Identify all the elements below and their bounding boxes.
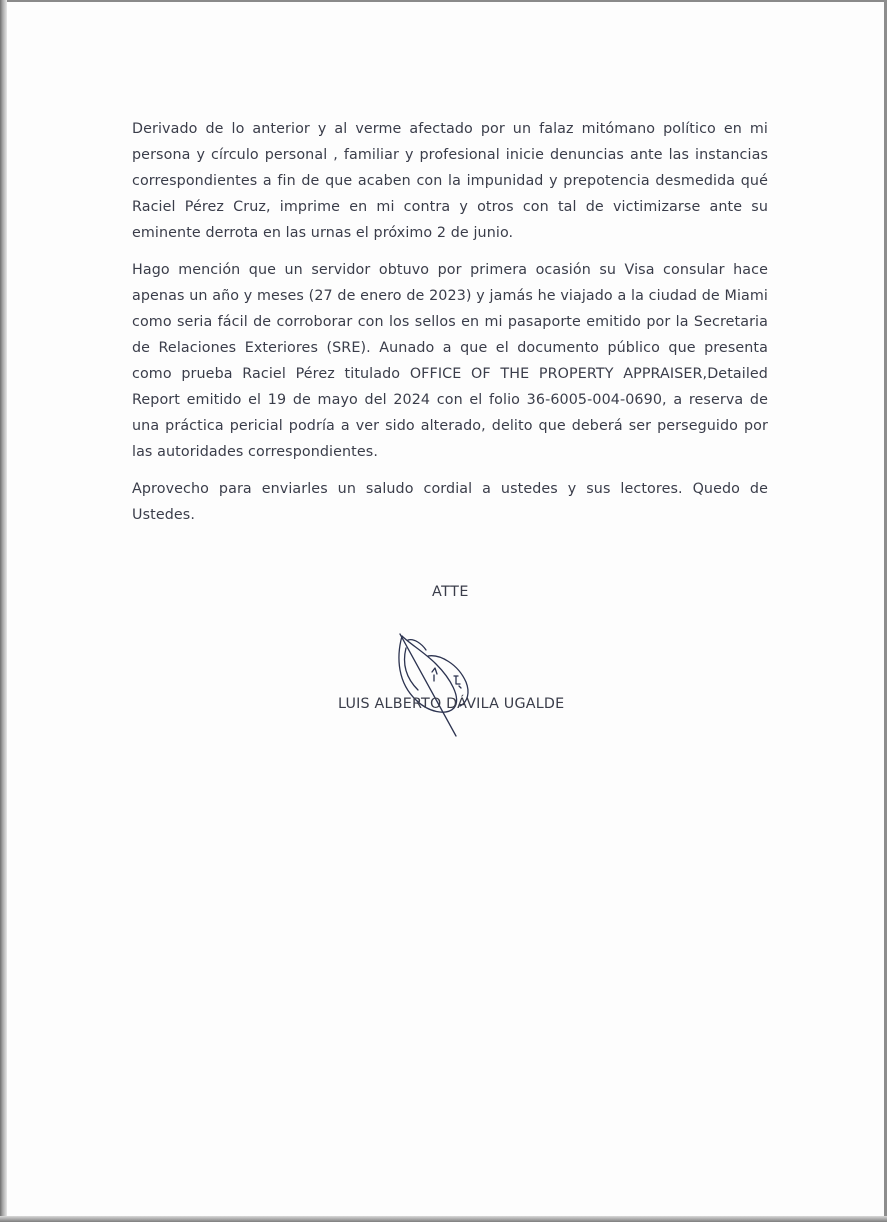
paragraph-visa: Hago mención que un servidor obtuvo por primera ocasión su Visa consular hace apenas un año y meses (27 de enero de 2023) y jamás he viajado a la ciudad de Miami como seria fácil de corroborar con los sellos en mi pasaporte emitido por la Secretaria de Relaciones Exteriores (SRE). Aunado a que el documento público que presenta como prueba Raciel Pérez titulado OFFICE OF THE PROPERTY APPRAISER,Detailed Report emitido el 19 de mayo del 2024 con el folio 36-6005-004-0690, a reserva de una práctica pericial podría a ver sido alterado, delito que deberá ser perseguido por las autoridades correspondientes.	[132, 262, 768, 460]
paragraph-saludo: Aprovecho para enviarles un saludo cordial a ustedes y sus lectores. Quedo de Ustedes.	[132, 481, 768, 523]
scan-edge-left	[0, 0, 7, 1222]
letter-body	[132, 116, 768, 539]
paragraph-denuncias: Derivado de lo anterior y al verme afectado por un falaz mitómano político en mi persona y círculo personal , familiar y profesional inicie denuncias ante las instancias correspondientes a fin de que acaben con la impunidad y prepotencia desmedida qué Raciel Pérez Cruz, imprime en mi contra y otros con tal de victimizarse ante su eminente derrota en las urnas el próximo 2 de junio.	[132, 121, 768, 241]
signer-name: LUIS ALBERTO DÁVILA UGALDE	[338, 696, 565, 712]
handwritten-signature	[388, 628, 498, 740]
scan-edge-top	[0, 0, 887, 2]
closing-atte: ATTE	[432, 584, 469, 600]
scan-edge-bottom	[0, 1216, 887, 1222]
